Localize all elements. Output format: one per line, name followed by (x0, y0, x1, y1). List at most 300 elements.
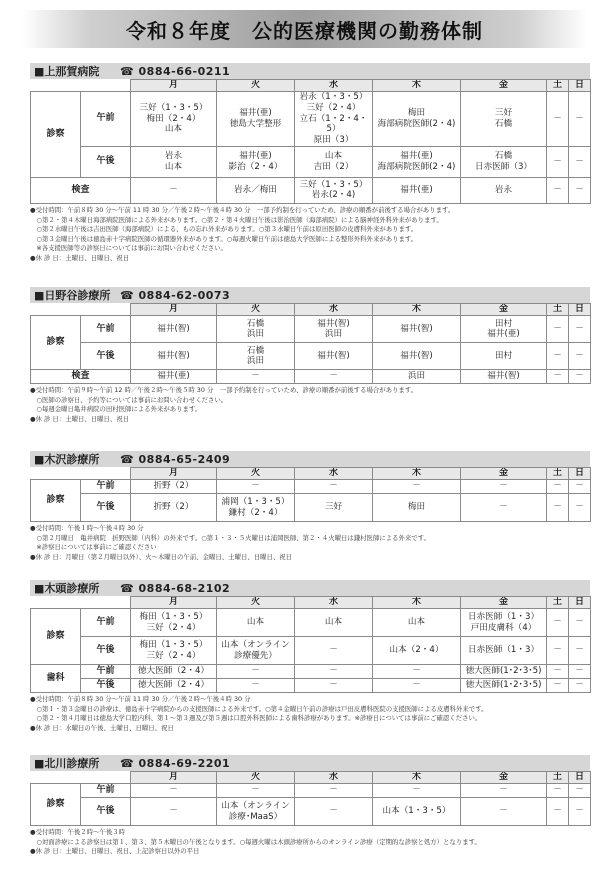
doctor-entry: － (575, 481, 584, 492)
doctor-entry: 山本（2・4） (389, 645, 444, 656)
doctor-entry: 梅田（2・4） (146, 113, 201, 124)
dental-am-row (31, 665, 591, 679)
doctor-entry: 岩永(2・4) (311, 190, 356, 201)
schedule-cell (131, 637, 217, 665)
schedule-cell (461, 665, 547, 679)
doctor-entry: 岩永（1・3・5） (299, 92, 368, 103)
doctor-entry: 福井(亜) (239, 151, 272, 162)
schedule-table (30, 303, 591, 384)
doctor-entry: 岩永 (164, 151, 183, 162)
doctor-entry: － (575, 156, 584, 167)
row-group-label: 診察 (31, 784, 81, 826)
schedule-cell (373, 494, 461, 522)
doctor-entry: 徳大医師（2・4） (137, 666, 210, 677)
doctor-entry: － (251, 371, 260, 382)
schedule-cell (461, 609, 547, 637)
schedule-cell (569, 679, 591, 693)
schedule-cell (461, 92, 547, 147)
clinic-section-kitagawa (30, 755, 590, 857)
clinic-phone: ☎ 0884-66-0211 (120, 64, 231, 78)
schedule-cell (373, 177, 461, 203)
doctor-entry: － (553, 323, 562, 334)
schedule-cell (295, 343, 373, 370)
doctor-entry: － (553, 481, 562, 492)
doctor-entry: 福井(智) (317, 350, 350, 361)
schedule-cell (569, 370, 591, 384)
schedule-table (30, 596, 591, 693)
schedule-cell (569, 637, 591, 665)
doctor-entry: － (329, 371, 338, 382)
note-line: ○医師の診察日、予約等については事前にお問い合わせください。 (30, 395, 228, 404)
doctor-entry: － (553, 185, 562, 196)
day-thu: 木 (373, 304, 461, 316)
schedule-cell (461, 784, 547, 798)
schedule-cell (295, 637, 373, 665)
doctor-entry: － (553, 785, 562, 796)
clinic-name: ■北川診療所 (34, 757, 100, 770)
day-sat: 土 (547, 80, 569, 92)
doctor-entry: 三好（2・4） (146, 650, 201, 661)
day-thu: 木 (373, 80, 461, 92)
schedule-cell (373, 316, 461, 343)
row-group-label: 歯科 (31, 665, 81, 693)
doctor-entry: 徳大医師(1･2･3･5) (465, 666, 542, 677)
schedule-cell (217, 370, 295, 384)
doctor-entry: － (169, 185, 178, 196)
day-header-row (31, 597, 591, 609)
clinic-header (30, 63, 590, 79)
doctor-entry: 福井(亜) (487, 329, 520, 340)
doctor-entry: 海部病院医師(2・4) (377, 161, 456, 172)
schedule-cell (547, 784, 569, 798)
doctor-entry: 徳大医師(1･2･3･5) (465, 680, 542, 691)
doctor-entry: － (251, 666, 260, 677)
doctor-entry: 福井(亜) (400, 151, 433, 162)
doctor-entry: － (412, 680, 421, 691)
doctor-entry: － (575, 666, 584, 677)
note-line: ○毎週金曜日亀井病院の田村医師による外来があります。 (30, 405, 202, 414)
note-line: ※診察日については事前にご確認ください (30, 543, 157, 552)
note-line: ●受付時間：午前９時～午前 12 時／午後２時～午後５時 30 分 一部予約制を行っていため、診療の順番が前後する場合があります。 (30, 386, 418, 395)
schedule-cell (569, 609, 591, 637)
schedule-cell (217, 480, 295, 494)
doctor-entry: － (553, 502, 562, 513)
schedule-table (30, 771, 591, 826)
schedule-cell (295, 480, 373, 494)
doctor-entry: 浜田 (246, 329, 265, 340)
schedule-cell (217, 609, 295, 637)
doctor-entry: 山本 (164, 124, 183, 135)
schedule-cell (217, 798, 295, 826)
day-sat: 土 (547, 304, 569, 316)
pm-row (31, 798, 591, 826)
schedule-cell (547, 679, 569, 693)
schedule-cell (217, 92, 295, 147)
doctor-entry: － (575, 350, 584, 361)
doctor-entry: 岩永 (494, 185, 513, 196)
period-label: 午前 (81, 609, 131, 637)
doctor-entry: 山本（オンライン (221, 640, 290, 651)
clinic-phone: ☎ 0884-65-2409 (120, 452, 231, 466)
doctor-entry: 三好（2・4） (306, 102, 361, 113)
schedule-cell (295, 679, 373, 693)
schedule-cell (217, 343, 295, 370)
doctor-entry: 三好（2・4） (146, 622, 201, 633)
note-line: ●休 診 日：土曜日、日曜日、祝日 (30, 415, 130, 424)
schedule-cell (131, 370, 217, 384)
doctor-entry: 岩永／梅田 (234, 185, 277, 196)
schedule-cell (295, 316, 373, 343)
schedule-cell (547, 798, 569, 826)
doctor-entry: － (412, 481, 421, 492)
schedule-cell (569, 92, 591, 147)
doctor-entry: 福井(亜) (400, 185, 433, 196)
clinic-name: ■上那賀病院 (34, 65, 100, 78)
schedule-cell (131, 784, 217, 798)
doctor-entry: － (251, 680, 260, 691)
schedule-cell (547, 316, 569, 343)
doctor-entry: 徳島大学整形 (229, 119, 282, 130)
day-thu: 木 (373, 772, 461, 784)
clinic-header (30, 755, 590, 771)
doctor-entry: － (575, 323, 584, 334)
doctor-entry: 石橋 (494, 151, 513, 162)
doctor-entry: 石橋 (494, 119, 513, 130)
pm-row (31, 494, 591, 522)
doctor-entry: － (412, 785, 421, 796)
doctor-entry: 診療優先） (234, 650, 277, 661)
doctor-entry: 三好 (494, 108, 513, 119)
doctor-entry: 吉田（2） (313, 161, 354, 172)
doctor-entry: 福井(智) (400, 323, 433, 334)
day-fri: 金 (461, 304, 547, 316)
doctor-entry: － (575, 680, 584, 691)
am-row (31, 92, 591, 147)
schedule-cell (131, 798, 217, 826)
schedule-cell (131, 343, 217, 370)
title-banner (22, 10, 587, 48)
schedule-cell (295, 92, 373, 147)
schedule-cell (547, 343, 569, 370)
schedule-table (30, 79, 591, 204)
schedule-cell (461, 679, 547, 693)
schedule-cell (461, 316, 547, 343)
note-line: ○第２月曜日 亀井病院 折野医師（内科）の外来です。○第１・３・５火曜日は浦岡医師、第２・４火曜日は鎌村医師による外来です。 (30, 533, 430, 542)
doctor-entry: － (575, 785, 584, 796)
schedule-cell (217, 665, 295, 679)
schedule-cell (461, 146, 547, 177)
doctor-entry: 鎌村（2・4） (228, 507, 283, 518)
clinic-section-hinotani (30, 287, 590, 425)
schedule-cell (569, 798, 591, 826)
doctor-entry: 折野（2） (153, 481, 194, 492)
doctor-entry: － (553, 156, 562, 167)
doctor-entry: 浦岡（1・3・5） (221, 497, 290, 508)
day-sat: 土 (547, 772, 569, 784)
doctor-entry: 石橋 (246, 318, 265, 329)
day-header-row (31, 772, 591, 784)
day-header-row (31, 304, 591, 316)
doctor-entry: － (329, 645, 338, 656)
doctor-entry: 福井(智) (157, 350, 190, 361)
doctor-entry: 福井(智) (157, 323, 190, 334)
am-row (31, 480, 591, 494)
schedule-cell (373, 798, 461, 826)
schedule-cell (373, 637, 461, 665)
clinic-section-kito (30, 580, 590, 734)
doctor-entry: － (329, 481, 338, 492)
clinic-header (30, 580, 590, 596)
schedule-cell (569, 146, 591, 177)
schedule-cell (547, 480, 569, 494)
note-line: ○第２・第４木曜日海部病院医師による外来があります。○第２・第４火曜日午後は影治医師（海部病院）による脳神経外科外来があります。 (30, 215, 443, 224)
schedule-cell (131, 494, 217, 522)
note-line: ※各支援医師等の診察日については事前にお問い合わせください。 (30, 244, 227, 253)
schedule-cell (131, 177, 217, 203)
day-header-row (31, 80, 591, 92)
schedule-cell (217, 177, 295, 203)
schedule-cell (547, 92, 569, 147)
clinic-phone: ☎ 0884-69-2201 (120, 756, 231, 770)
doctor-entry: 山本 (324, 151, 343, 162)
schedule-cell (373, 146, 461, 177)
doctor-entry: 浜田 (246, 356, 265, 367)
pm-row (31, 146, 591, 177)
doctor-entry: － (169, 806, 178, 817)
doctor-entry: － (329, 666, 338, 677)
doctor-entry: 三好（1・3・5） (139, 102, 208, 113)
day-wed: 水 (295, 597, 373, 609)
clinic-phone: ☎ 0884-68-2102 (120, 581, 231, 595)
doctor-entry: － (169, 785, 178, 796)
schedule-cell (295, 370, 373, 384)
row-group-label: 診察 (31, 316, 81, 370)
period-label: 午前 (81, 665, 131, 679)
schedule-cell (461, 480, 547, 494)
note-line: ●受付時間：午後１時～午後４時 30 分 (30, 524, 144, 533)
day-tue: 火 (217, 80, 295, 92)
doctor-entry: 山本 (407, 617, 426, 628)
doctor-entry: － (251, 785, 260, 796)
day-sun: 日 (569, 468, 591, 480)
pm-row (31, 343, 591, 370)
period-label: 午後 (81, 146, 131, 177)
schedule-cell (547, 609, 569, 637)
period-label: 午後 (81, 343, 131, 370)
day-thu: 木 (373, 597, 461, 609)
doctor-entry: 梅田 (407, 108, 426, 119)
doctor-entry: 山本（オンライン (221, 801, 290, 812)
day-tue: 火 (217, 468, 295, 480)
am-row (31, 784, 591, 798)
doctor-entry: 山本 (164, 161, 183, 172)
doctor-entry: 影治（2・4） (228, 161, 283, 172)
doctor-entry: － (499, 806, 508, 817)
doctor-entry: － (251, 481, 260, 492)
day-mon: 月 (131, 468, 217, 480)
schedule-cell (131, 665, 217, 679)
pm-row (31, 637, 591, 665)
clinic-name: ■木沢診療所 (34, 453, 100, 466)
day-thu: 木 (373, 468, 461, 480)
day-mon: 月 (131, 597, 217, 609)
clinic-name: ■木頭診療所 (34, 582, 100, 595)
schedule-cell (373, 480, 461, 494)
doctor-entry: 徳大医師（2・4） (137, 680, 210, 691)
day-sat: 土 (547, 468, 569, 480)
clinic-phone: ☎ 0884-62-0073 (120, 288, 231, 302)
schedule-cell (217, 784, 295, 798)
doctor-entry: 診療･MaaS） (228, 811, 283, 822)
day-mon: 月 (131, 772, 217, 784)
schedule-cell (131, 609, 217, 637)
day-tue: 火 (217, 772, 295, 784)
doctor-entry: 福井(智) (317, 318, 350, 329)
day-sun: 日 (569, 80, 591, 92)
note-line: ●休 診 日：土曜日、日曜日、祝日 (30, 253, 130, 262)
doctor-entry: 戸田皮膚科（4） (470, 622, 537, 633)
doctor-entry: 三好 (324, 502, 343, 513)
schedule-cell (569, 494, 591, 522)
schedule-table (30, 467, 591, 522)
schedule-cell (217, 146, 295, 177)
schedule-cell (217, 637, 295, 665)
day-header-row (31, 468, 591, 480)
clinic-notes (30, 522, 590, 562)
am-row (31, 316, 591, 343)
day-fri: 金 (461, 772, 547, 784)
doctor-entry: － (499, 785, 508, 796)
schedule-cell (131, 146, 217, 177)
doctor-entry: － (575, 806, 584, 817)
schedule-cell (131, 679, 217, 693)
doctor-entry: 日赤医師（1・3） (467, 645, 540, 656)
kensa-row (31, 177, 591, 203)
schedule-cell (569, 177, 591, 203)
doctor-entry: － (553, 666, 562, 677)
doctor-entry: － (329, 680, 338, 691)
schedule-cell (295, 665, 373, 679)
row-group-label: 検査 (31, 370, 131, 384)
doctor-entry: 山本 (324, 617, 343, 628)
schedule-cell (547, 177, 569, 203)
doctor-entry: － (553, 350, 562, 361)
doctor-entry: 日赤医師（3） (474, 161, 533, 172)
day-sun: 日 (569, 597, 591, 609)
clinic-header (30, 287, 590, 303)
schedule-cell (295, 609, 373, 637)
doctor-entry: 田村 (494, 350, 513, 361)
doctor-entry: 福井(智) (487, 371, 520, 382)
schedule-cell (373, 343, 461, 370)
day-sun: 日 (569, 772, 591, 784)
period-label: 午前 (81, 316, 131, 343)
period-label: 午前 (81, 92, 131, 147)
day-mon: 月 (131, 304, 217, 316)
doctor-entry: 浜田 (324, 329, 343, 340)
day-wed: 水 (295, 772, 373, 784)
schedule-cell (547, 665, 569, 679)
doctor-entry: 山本 (246, 617, 265, 628)
doctor-entry: 浜田 (407, 371, 426, 382)
schedule-cell (461, 343, 547, 370)
schedule-cell (569, 665, 591, 679)
note-line: ○第１・第３金曜日の診療は、徳島赤十字病院からの支援医師による外来です。○第４金曜日午前の診療は戸田皮膚科医院の支援医師による皮膚科外来です。 (30, 704, 488, 713)
doctor-entry: － (412, 666, 421, 677)
doctor-entry: 福井(亜) (239, 108, 272, 119)
schedule-cell (217, 494, 295, 522)
day-fri: 金 (461, 597, 547, 609)
schedule-cell (373, 784, 461, 798)
day-wed: 水 (295, 468, 373, 480)
day-tue: 火 (217, 304, 295, 316)
day-tue: 火 (217, 597, 295, 609)
doctor-entry: 原田（3） (313, 135, 354, 146)
clinic-notes (30, 384, 590, 424)
doctor-entry: － (575, 185, 584, 196)
doctor-entry: 福井(智) (400, 350, 433, 361)
day-fri: 金 (461, 468, 547, 480)
row-group-label: 検査 (31, 177, 131, 203)
doctor-entry: － (575, 617, 584, 628)
doctor-entry: － (329, 806, 338, 817)
period-label: 午後 (81, 679, 131, 693)
period-label: 午後 (81, 494, 131, 522)
note-line: ○第２・第４月曜日は徳島大学口腔内科、第１～第３週及び第５週は口腔外科医師による歯科診療があります。※診療日については事前にご確認ください。 (30, 714, 482, 723)
doctor-entry: 田村 (494, 318, 513, 329)
schedule-cell (131, 316, 217, 343)
kensa-row (31, 370, 591, 384)
doctor-entry: － (575, 371, 584, 382)
schedule-cell (217, 679, 295, 693)
doctor-entry: － (553, 617, 562, 628)
clinic-header (30, 451, 590, 467)
day-fri: 金 (461, 80, 547, 92)
schedule-cell (569, 316, 591, 343)
schedule-cell (131, 480, 217, 494)
period-label: 午後 (81, 798, 131, 826)
schedule-cell (295, 784, 373, 798)
clinic-section-kamina (30, 63, 590, 264)
doctor-entry: 三好（1・3・5） (299, 179, 368, 190)
row-group-label: 診察 (31, 92, 81, 178)
schedule-cell (461, 637, 547, 665)
doctor-entry: 立石（1・2・4・5） (299, 113, 368, 135)
clinic-notes (30, 826, 590, 857)
doctor-entry: 日赤医師（1・3） (467, 612, 540, 623)
note-line: ●休 診 日：水曜日の午後、土曜日、日曜日、祝日 (30, 724, 174, 733)
clinic-section-kisawa (30, 451, 590, 563)
schedule-cell (569, 343, 591, 370)
doctor-entry: － (575, 645, 584, 656)
schedule-cell (373, 609, 461, 637)
note-line: ●休 診 日：土曜日、日曜日、祝日、上記診察日以外の平日 (30, 847, 200, 856)
schedule-cell (569, 480, 591, 494)
schedule-cell (547, 370, 569, 384)
doctor-entry: 石橋 (246, 345, 265, 356)
doctor-entry: － (553, 371, 562, 382)
schedule-cell (295, 494, 373, 522)
page-title: 令和８年度 公的医療機関の勤務体制 (126, 18, 483, 43)
doctor-entry: － (329, 785, 338, 796)
schedule-cell (461, 798, 547, 826)
doctor-entry: － (575, 113, 584, 124)
schedule-cell (547, 637, 569, 665)
note-line: ●受付時間：午前８時 30 分～午前 11 時 30 分／午後２時～午後４時 30 分 一部予約制を行っていため、診療の順番が前後する場合があります。 (30, 205, 455, 214)
doctor-entry: 梅田（1・3・5） (139, 640, 208, 651)
schedule-cell (461, 370, 547, 384)
schedule-cell (295, 798, 373, 826)
